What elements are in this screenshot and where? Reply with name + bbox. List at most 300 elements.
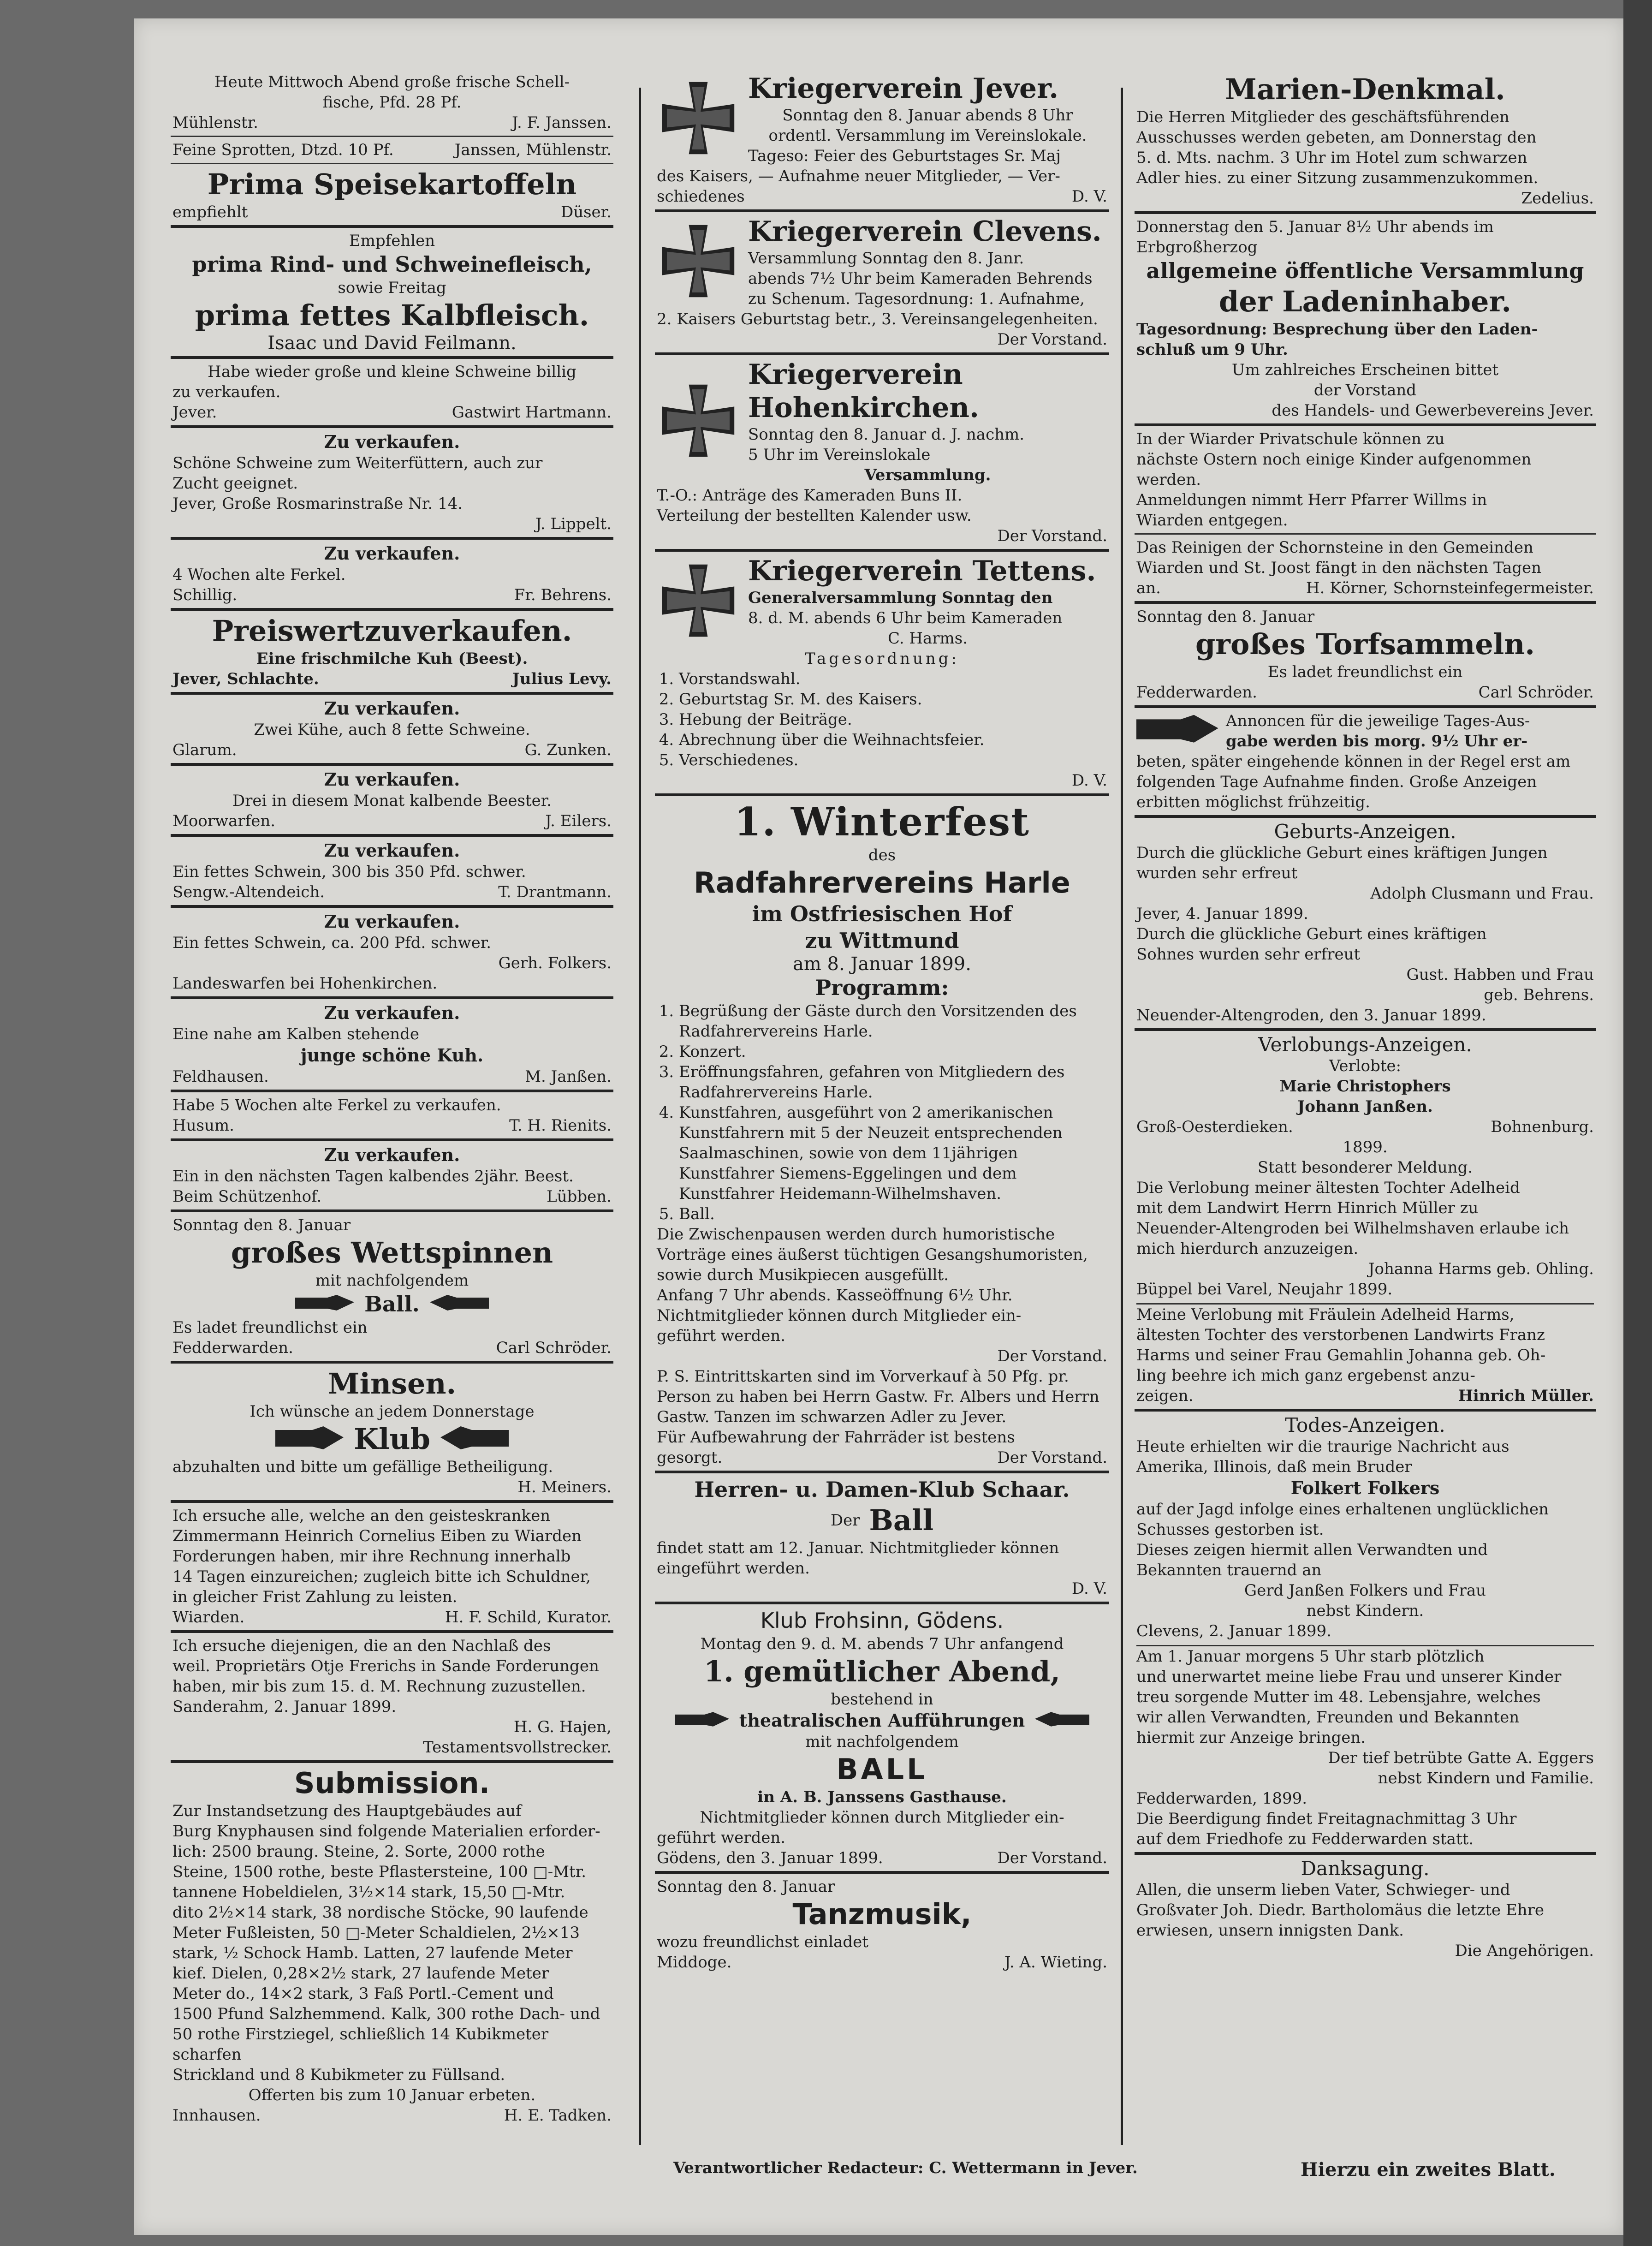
ad-text: hiermit zur Anzeige bringen. (1136, 1728, 1366, 1747)
ad-place: Fedderwarden. (1136, 683, 1257, 702)
ad-kriegerverein-hohenkirchen (655, 355, 1109, 552)
ad-sign: J. F. Janssen. (511, 113, 612, 132)
ad-text: Meter do., 14×2 stark, 3 Faß Portl.-Cement und (172, 1984, 554, 2003)
ad-text: Ein fettes Schwein, ca. 200 Pfd. schwer. (172, 934, 492, 952)
ad-text: wir allen Verwandten, Freunden und Bekannten (1136, 1708, 1520, 1727)
ad-text-bold: junge schöne Kuh. (300, 1045, 484, 1066)
ad-text: Für Aufbewahrung der Fahrräder ist bestens (657, 1428, 1015, 1447)
ad-heading: Zu verkaufen. (324, 769, 460, 790)
ad-text: Anmeldungen nimmt Herr Pfarrer Willms in (1136, 491, 1487, 509)
pointing-hand-left-icon (429, 1294, 489, 1314)
ad-sign: T. H. Rienits. (509, 1116, 612, 1135)
ad-title: Tanzmusik, (792, 1897, 972, 1931)
ad-text: Verlobte: (1329, 1057, 1402, 1075)
ad-text: Sonntag den 8. Januar abends 8 Uhr (782, 106, 1073, 125)
ad-sign: M. Janßen. (525, 1067, 612, 1086)
ad-title: BALL (836, 1752, 928, 1786)
footer-second-sheet: Hierzu ein zweites Blatt. (1301, 2159, 1556, 2180)
ad-text: Adler hies. zu einer Sitzung zusammenzukommen. (1136, 169, 1539, 187)
ad-text: 8. d. M. abends 6 Uhr beim Kameraden (748, 609, 1063, 627)
ad-text: dito 2½×14 stark, 38 nordische Stöcke, 90 laufende (172, 1903, 588, 1922)
ad-text: Versammlung. (864, 466, 991, 484)
ad-text: Burg Knyphausen sind folgende Materialien erforder- (172, 1822, 600, 1841)
ad-text: Durch die glückliche Geburt eines kräftigen (1136, 925, 1487, 943)
ad-place: Mühlenstr. (172, 113, 258, 132)
ad-text: Ein fettes Schwein, 300 bis 350 Pfd. schwer. (172, 863, 526, 881)
ad-text: Jever, Große Rosmarinstraße Nr. 14. (172, 494, 463, 513)
ad-place: Groß-Oesterdieken. (1136, 1118, 1293, 1136)
ad-place: Bohnenburg. (1491, 1118, 1594, 1136)
ad-sign: Die Angehörigen. (1455, 1942, 1594, 1960)
ad-text-bold: im Ostfriesischen Hof (752, 901, 1012, 926)
ad-text: Die Verlobung meiner ältesten Tochter Adelheid (1136, 1179, 1520, 1197)
ad-heading: Zu verkaufen. (324, 698, 460, 719)
ad-text: beten, später eingehende können in der Regel erst am (1136, 752, 1571, 771)
ad-luebben (171, 1141, 613, 1212)
ad-sign: Isaac und David Feilmann. (267, 333, 517, 354)
ad-text: Montag den 9. d. M. abends 7 Uhr anfangend (700, 1635, 1064, 1653)
ad-title: Ball (869, 1503, 934, 1537)
ad-text: Annoncen für die jeweilige Tages-Aus- (1226, 712, 1530, 730)
ad-text: Neuender-Altengroden bei Wilhelmshaven erlaube ich (1136, 1219, 1569, 1238)
ad-text: Ich wünsche an jedem Donnerstage (250, 1402, 535, 1421)
ad-fleisch (171, 228, 613, 359)
ad-place: Moorwarfen. (172, 812, 276, 830)
ad-text: Es ladet freundlichst ein (172, 1318, 368, 1337)
ad-text: fische, Pfd. 28 Pf. (322, 93, 462, 112)
ad-sign: nebst Kindern. (1306, 1602, 1424, 1620)
ad-text: Tagesordnung: (804, 649, 960, 668)
ad-text: Harms und seiner Frau Gemahlin Johanna geb. Oh- (1136, 1346, 1546, 1364)
ad-sign: Hinrich Müller. (1458, 1387, 1594, 1405)
list-item: 5. Verschiedenes. (679, 750, 1107, 770)
ad-text: Büppel bei Varel, Neujahr 1899. (1136, 1280, 1393, 1299)
ad-title: Prima Speisekartoffeln (207, 167, 577, 201)
ad-sign: Der Vorstand. (997, 1849, 1107, 1867)
ad-text: am 8. Januar 1899. (793, 953, 971, 975)
ad-text: In der Wiarder Privatschule können zu (1136, 430, 1445, 448)
ad-heading: Zu verkaufen. (324, 543, 460, 564)
ad-text: gabe werden bis morg. 9½ Uhr er- (1226, 732, 1528, 751)
ad-sign: Der Vorstand. (997, 1448, 1107, 1467)
ad-place: Sengw.-Altendeich. (172, 883, 325, 901)
ad-sign: Gastwirt Hartmann. (452, 403, 612, 422)
ad-heading: Zu verkaufen. (324, 431, 460, 452)
list-item: 2. Geburtstag Sr. M. des Kaisers. (679, 689, 1107, 709)
ad-place: Jever, Schlachte. (172, 670, 319, 688)
ad-sprotten (171, 137, 613, 164)
ad-title: Marien-Denkmal. (1225, 72, 1505, 106)
ad-heading: Zu verkaufen. (324, 911, 460, 932)
ad-text: Eine frischmilche Kuh (Beest). (256, 649, 528, 668)
list-item: 4. Abrechnung über die Weihnachtsfeier. (679, 730, 1107, 750)
ad-text: Nichtmitglieder können durch Mitglieder ein- (657, 1306, 1022, 1325)
ad-text: schluß um 9 Uhr. (1136, 340, 1288, 359)
ad-sign: H. Körner, Schornsteinfegermeister. (1306, 579, 1594, 597)
ad-text: Versammlung Sonntag den 8. Janr. (748, 249, 1024, 268)
ad-title: allgemeine öffentliche Versammlung (1146, 258, 1584, 283)
ad-folkers (171, 908, 613, 999)
ad-text: 1500 Pfund Salzhemmend. Kalk, 300 rothe Dach- und (172, 2005, 600, 2023)
ad-text: findet statt am 12. Januar. Nichtmitglieder können (657, 1539, 1059, 1557)
ad-text: des Kaisers, — Aufnahme neuer Mitglieder, — Ver- (657, 167, 1060, 185)
ad-text: zu verkaufen. (172, 383, 281, 401)
ad-sign: J. A. Wieting. (1004, 1953, 1107, 1972)
column-rule (1121, 88, 1123, 2145)
ad-sign: Gerh. Folkers. (498, 954, 612, 972)
ad-text: 2. Kaisers Geburtstag betr., 3. Vereinsangelegenheiten. (657, 310, 1098, 328)
ad-place: Wiarden. (172, 1608, 245, 1626)
ad-text: Erbgroßherzog (1136, 238, 1258, 256)
ad-text: Steine, 1500 rothe, beste Pflastersteine, 100 □-Mtr. (172, 1863, 587, 1881)
ad-text: Ich ersuche diejenigen, die an den Nachlaß des (172, 1637, 551, 1655)
ad-text: Anfang 7 Uhr abends. Kasseöffnung 6½ Uhr. (657, 1286, 1013, 1305)
ad-place: Landeswarfen bei Hohenkirchen. (172, 974, 438, 993)
ad-sign: Fr. Behrens. (514, 586, 612, 604)
ad-title: Kriegerverein Jever. (748, 72, 1059, 105)
ad-text: 1899. (1343, 1138, 1388, 1156)
pointing-hand-left-icon (1034, 1710, 1089, 1731)
ad-text: Offerten bis zum 10 Januar erbeten. (248, 2086, 536, 2104)
ad-text: Die Zwischenpausen werden durch humoristische Vorträge eines äußerst tüchtigen Gesangshumoristen, sowie durch Musikpiecen ausgefüllt. (657, 1225, 1088, 1284)
ad-rienits (171, 1092, 613, 1141)
ad-ladeninhaber (1135, 214, 1596, 426)
ad-text: geführt werden. (657, 1327, 786, 1345)
ad-text: Dieses zeigen hiermit allen Verwandten und (1136, 1541, 1488, 1559)
ad-sign: geb. Behrens. (1484, 986, 1594, 1004)
ad-text: Donnerstag den 5. Januar 8½ Uhr abends im (1136, 218, 1494, 236)
ad-text: 50 rothe Firstziegel, schließlich 14 Kubikmeter scharfen (172, 2025, 549, 2064)
section-geburts-anzeigen (1135, 818, 1596, 1031)
ad-kriegerverein-tettens (655, 552, 1109, 796)
pointing-hand-right-icon (295, 1294, 355, 1314)
ad-title: 1. gemütlicher Abend, (704, 1655, 1060, 1688)
ad-place: Jever. (172, 403, 217, 422)
ad-wettspinnen (171, 1212, 613, 1364)
ad-text: 5 Uhr im Vereinslokale (748, 446, 931, 464)
ad-place: Schillig. (172, 586, 238, 604)
ad-text: in gleicher Frist Zahlung zu leisten. (172, 1588, 458, 1606)
ad-text: mit dem Landwirt Herrn Hinrich Müller zu (1136, 1199, 1479, 1217)
ad-text: Verteilung der bestellten Kalender usw. (657, 506, 972, 525)
ad-text: ältesten Tochter des verstorbenen Landwirts Franz (1136, 1326, 1545, 1344)
ad-text: Zimmermann Heinrich Cornelius Eiben zu Wiarden (172, 1527, 582, 1545)
section-heading: Todes-Anzeigen. (1285, 1414, 1445, 1436)
ad-text: Ein in den nächsten Tagen kalbendes 2jähr. Beest. (172, 1167, 574, 1186)
iron-cross-icon (657, 561, 740, 642)
ad-text: Durch die glückliche Geburt eines kräftigen Jungen (1136, 844, 1548, 862)
ad-text: Tagesordnung: Besprechung über den Laden- (1136, 320, 1538, 339)
ad-text: Großvater Joh. Diedr. Bartholomäus die letzte Ehre (1136, 1901, 1545, 1919)
ad-text: Zucht geeignet. (172, 474, 298, 493)
ad-text: Eine nahe am Kalben stehende (172, 1025, 420, 1043)
ad-text: wurden sehr erfreut (1136, 864, 1298, 882)
ad-text: auf dem Friedhofe zu Fedderwarden statt. (1136, 1830, 1474, 1848)
program-list (657, 1001, 1107, 1224)
ad-text: Fedderwarden, 1899. (1136, 1789, 1307, 1808)
ad-place: Husum. (172, 1116, 234, 1135)
ad-sign: Lübben. (547, 1187, 612, 1206)
section-heading: Verlobungs-Anzeigen. (1258, 1033, 1472, 1056)
ad-heading: Zu verkaufen. (324, 1002, 460, 1023)
list-item: 1. Vorstandswahl. (679, 669, 1107, 689)
ad-sign: Janssen, Mühlenstr. (454, 141, 612, 159)
ad-behrens (171, 540, 613, 611)
ad-text: Clevens, 2. Januar 1899. (1136, 1622, 1331, 1640)
ad-fish (171, 69, 613, 137)
ad-sign: T. Drantmann. (498, 883, 612, 901)
ad-place: Innhausen. (172, 2106, 261, 2125)
ad-text: schiedenes (657, 187, 745, 206)
ad-sign: J. Lippelt. (535, 515, 612, 533)
ad-text: Empfehlen (349, 232, 435, 250)
ad-text: weil. Proprietärs Otje Frerichs in Sande Forderungen (172, 1657, 599, 1675)
ad-sign: Zedelius. (1521, 189, 1594, 208)
column-middle (655, 69, 1109, 2136)
ad-title: Kriegerverein Tettens. (748, 555, 1096, 587)
ad-title: Ball. (364, 1292, 420, 1317)
ad-sign: Düser. (560, 203, 612, 221)
ad-sign: Gust. Habben und Frau (1406, 965, 1594, 984)
ad-text: mich hierdurch anzuzeigen. (1136, 1239, 1359, 1258)
ad-text-bold: Folkert Folkers (1290, 1477, 1440, 1498)
ad-text: Sohnes wurden sehr erfreut (1136, 945, 1361, 964)
ad-kriegerverein-jever (655, 69, 1109, 212)
ad-text: Zwei Kühe, auch 8 fette Schweine. (254, 721, 530, 739)
ad-text: Feine Sprotten, Dtzd. 10 Pf. (172, 141, 394, 159)
ad-place: Gödens, den 3. Januar 1899. (657, 1849, 883, 1867)
ad-submission (171, 1763, 613, 2128)
ad-sign: J. Eilers. (545, 812, 612, 830)
ad-text: erbitten möglichst frühzeitig. (1136, 793, 1370, 811)
pointing-hand-right-icon (1136, 711, 1219, 750)
ad-text: Jever, 4. Januar 1899. (1136, 905, 1308, 923)
ad-text: Statt besonderer Meldung. (1257, 1158, 1473, 1177)
ad-text: und unerwartet meine liebe Frau und unserer Kinder (1136, 1668, 1562, 1686)
ad-text: abzuhalten und bitte um gefällige Betheiligung. (172, 1458, 553, 1476)
ad-text: Es ladet freundlichst ein (1267, 663, 1463, 681)
ad-text: C. Harms. (887, 629, 968, 648)
ad-text: des (868, 846, 896, 864)
ad-text: zeigen. (1136, 1387, 1194, 1405)
ad-klub-schaar (655, 1473, 1109, 1604)
ad-text: Meter Fußleisten, 50 □-Meter Schaldielen, 2½×13 (172, 1924, 580, 1942)
ad-text: der Vorstand (1313, 381, 1417, 399)
ad-text: 5. d. Mts. nachm. 3 Uhr im Hotel zum schwarzen (1136, 149, 1527, 167)
ad-text: Ich ersuche alle, welche an den geisteskranken (172, 1507, 551, 1525)
ad-text: folgenden Tage Aufnahme finden. Große Anzeigen (1136, 773, 1537, 791)
ad-text: Wiarden und St. Joost fängt in den nächsten Tagen (1136, 559, 1542, 577)
ad-heading: Zu verkaufen. (324, 840, 460, 861)
ad-title: Kriegerverein Hohenkirchen. (748, 358, 979, 424)
agenda-list (657, 669, 1107, 770)
ad-text: an. (1136, 579, 1161, 597)
ad-text: geführt werden. (657, 1829, 786, 1847)
ad-title: Kriegerverein Clevens. (748, 215, 1102, 248)
ad-sign: G. Zunken. (524, 741, 612, 759)
ad-tanzmusik (655, 1874, 1109, 1975)
section-todes-anzeigen (1135, 1412, 1596, 1855)
ad-title: Minsen. (327, 1367, 457, 1400)
ad-zunken (171, 695, 613, 766)
ad-text: empfiehlt (172, 203, 248, 221)
ad-title: 1. Winterfest (734, 799, 1030, 845)
ad-text: wozu freundlichst einladet (657, 1933, 868, 1951)
ad-text: Sonntag den 8. Januar (657, 1877, 835, 1896)
ad-levy (171, 611, 613, 695)
ad-text: werden. (1136, 471, 1201, 489)
ad-title: prima Rind- und Schweinefleisch, (192, 252, 592, 277)
ad-sign: Der Vorstand. (997, 527, 1107, 545)
ad-text: P. S. Eintrittskarten sind im Vorverkauf à 50 Pfg. pr. Person zu haben bei Herrn Gastw. Fr. Albers und Herrn Gastw. Tanzen im schwarzen Adler zu Jever. (657, 1367, 1099, 1426)
ad-title: Herren- u. Damen-Klub Schaar. (694, 1477, 1070, 1502)
ad-title: Submission. (294, 1766, 490, 1800)
section-verlobungs-anzeigen (1135, 1031, 1596, 1412)
ad-sign: D. V. (1071, 1579, 1107, 1598)
ad-text: Heute Mittwoch Abend große frische Schell- (214, 73, 570, 91)
ad-text: tannene Hobeldielen, 3½×14 stark, 15,50 □-Mtr. (172, 1883, 565, 1901)
ad-text-bold: zu Wittmund (805, 928, 959, 953)
ad-winterfest (655, 796, 1109, 1473)
ad-title: Preiswertzuverkaufen. (212, 614, 572, 648)
ad-place: Fedderwarden. (172, 1339, 293, 1357)
ad-annoncen (1135, 708, 1596, 818)
ad-sign: des Handels- und Gewerbevereins Jever. (1272, 401, 1594, 420)
pointing-hand-left-icon (440, 1425, 509, 1453)
ad-text: nächste Ostern noch einige Kinder aufgenommen (1136, 450, 1532, 469)
ad-hartmann (171, 359, 613, 428)
ad-hajen (171, 1633, 613, 1763)
list-item: 4. Kunstfahren, ausgeführt von 2 amerikanischen Kunstfahrern mit 5 der Neuzeit entsprechenden Saalmaschinen, sowie von dem 11jährigen Kunstfahrer Siemens-Eggelingen und dem Kunstfahrer Heidemann-Wilhelmshaven. (679, 1102, 1107, 1204)
pointing-hand-right-icon (275, 1425, 345, 1453)
ad-sign: Carl Schröder. (496, 1339, 612, 1357)
section-heading: Danksagung. (1301, 1857, 1430, 1880)
section-heading: Geburts-Anzeigen. (1274, 820, 1456, 843)
ad-text: eingeführt werden. (657, 1559, 810, 1578)
ad-text: Neuender-Altengroden, den 3. Januar 1899. (1136, 1006, 1486, 1025)
ad-heading: Zu verkaufen. (324, 1144, 460, 1165)
ad-eilers (171, 766, 613, 837)
ad-text-bold: theatralischen Aufführungen (739, 1710, 1025, 1731)
ad-text: sowie Freitag (338, 279, 446, 297)
ad-sign: Adolph Clusmann und Frau. (1370, 884, 1594, 903)
ad-sign: H. E. Tadken. (504, 2106, 612, 2125)
ad-text: kief. Dielen, 0,28×2½ stark, 27 laufende Meter (172, 1964, 549, 1983)
ad-sign: Der Vorstand. (997, 1347, 1107, 1365)
ad-text: Um zahlreiches Erscheinen bittet (1231, 361, 1499, 379)
ad-title: Radfahrervereins Harle (694, 866, 1070, 900)
section-danksagung (1135, 1855, 1596, 1964)
pointing-hand-right-icon (675, 1710, 730, 1731)
list-item: 3. Eröffnungsfahren, gefahren von Mitgliedern des Radfahrervereins Harle. (679, 1062, 1107, 1102)
ad-kriegerverein-clevens (655, 212, 1109, 355)
ad-text: Schusses gestorben ist. (1136, 1520, 1324, 1539)
ad-text: Die Herren Mitglieder des geschäftsführenden (1136, 108, 1509, 126)
ad-title: der Ladeninhaber. (1219, 285, 1511, 318)
column-rule (639, 88, 641, 2145)
ad-sign: nebst Kindern und Familie. (1378, 1769, 1594, 1787)
ad-text: Tagesо: Feier des Geburtstages Sr. Maj (748, 147, 1061, 165)
ad-text: bestehend in (831, 1690, 933, 1709)
ad-text: Bekannten trauernd an (1136, 1561, 1322, 1579)
ad-sign: Der tief betrübte Gatte A. Eggers (1328, 1749, 1594, 1767)
iron-cross-icon (657, 79, 740, 159)
column-right (1135, 69, 1596, 2136)
column-left (171, 69, 613, 2136)
ad-text: mit nachfolgendem (805, 1733, 959, 1751)
list-item: 1. Begrüßung der Gäste durch den Vorsitzenden des Radfahrervereins Harle. (679, 1001, 1107, 1042)
ad-sign: Gerd Janßen Folkers und Frau (1244, 1581, 1486, 1600)
ad-text: stark, ½ Schock Hamb. Latten, 27 laufende Meter (172, 1944, 573, 1962)
ad-text: Die Beerdigung findet Freitagnachmittag 3 Uhr (1136, 1810, 1517, 1828)
ad-text: ling beehre ich mich ganz ergebenst anzu- (1136, 1366, 1475, 1385)
ad-text: Sonntag den 8. Januar (1136, 608, 1315, 626)
ad-text: lich: 2500 braung. Steine, 2. Sorte, 2000 rothe (172, 1842, 545, 1861)
ad-sign: H. Meiners. (517, 1478, 612, 1496)
ad-place: Beim Schützenhof. (172, 1187, 322, 1206)
ad-text: mit nachfolgendem (315, 1271, 469, 1290)
ad-text: Allen, die unserm lieben Vater, Schwieger- und (1136, 1881, 1510, 1899)
ad-schild (171, 1503, 613, 1633)
ad-janssen (171, 999, 613, 1092)
ad-text: Sonntag den 8. Januar (172, 1216, 351, 1234)
ad-sign: Der Vorstand. (997, 330, 1107, 349)
ad-title: großes Wettspinnen (231, 1236, 553, 1269)
ad-text: Amerika, Illinois, daß mein Bruder (1136, 1458, 1412, 1476)
ad-place: Feldhausen. (172, 1067, 269, 1086)
ad-sign: Testamentsvollstrecker. (423, 1738, 612, 1757)
ad-text: Zur Instandsetzung des Hauptgebäudes auf (172, 1802, 522, 1820)
ad-title: Klub (354, 1422, 430, 1456)
ad-text: Ausschusses werden gebeten, am Donnerstag den (1136, 128, 1537, 147)
ad-text: T.-O.: Anträge des Kameraden Buns II. (657, 486, 963, 505)
ad-text: treu sorgende Mutter im 48. Lebensjahre, welches (1136, 1688, 1541, 1706)
ad-text: Heute erhielten wir die traurige Nachricht aus (1136, 1437, 1509, 1456)
ad-sign: Carl Schröder. (1478, 683, 1594, 702)
ad-place: Glarum. (172, 741, 237, 759)
ad-text: in A. B. Janssens Gasthause. (757, 1788, 1007, 1806)
ad-text: 4 Wochen alte Ferkel. (172, 566, 346, 584)
ad-wiarder-schule (1135, 426, 1596, 535)
list-item: 2. Konzert. (679, 1042, 1107, 1062)
ad-title: prima fettes Kalbfleisch. (195, 298, 589, 332)
ad-text: 14 Tagen einzureichen; zugleich bitte ich Schuldner, (172, 1567, 591, 1586)
ad-koerner (1135, 535, 1596, 604)
ad-torfsammeln (1135, 604, 1596, 708)
ad-text: abends 7½ Uhr beim Kameraden Behrends (748, 269, 1093, 288)
ad-text: Johann Janßen. (1297, 1097, 1433, 1116)
ad-text: Der (830, 1511, 860, 1530)
iron-cross-icon (657, 222, 740, 302)
ad-text: Sonntag den 8. Januar d. J. nachm. (748, 425, 1025, 444)
ad-sign: H. G. Hajen, (513, 1718, 612, 1736)
ad-title: großes Torfsammeln. (1195, 627, 1535, 661)
iron-cross-icon (657, 381, 740, 462)
list-item: 5. Ball. (679, 1204, 1107, 1224)
ad-sign: D. V. (1071, 187, 1107, 206)
ad-text: Strickland und 8 Kubikmeter zu Füllsand. (172, 2066, 505, 2084)
ad-text: Generalversammlung Sonntag den (748, 589, 1053, 607)
ad-heading: Programm: (815, 975, 949, 1000)
ad-sign: H. F. Schild, Kurator. (445, 1608, 612, 1626)
ad-text: Drei in diesem Monat kalbende Beester. (232, 792, 552, 810)
ad-text: ordentl. Versammlung im Vereinslokale. (768, 126, 1087, 145)
ad-lippelt (171, 428, 613, 540)
ad-sign: D. V. (1071, 771, 1107, 790)
ad-text: Meine Verlobung mit Fräulein Adelheid Harms, (1136, 1305, 1515, 1324)
ad-drantmann (171, 837, 613, 908)
ad-text: haben, mir bis zum 15. d. M. Rechnung zuzustellen. (172, 1677, 586, 1696)
